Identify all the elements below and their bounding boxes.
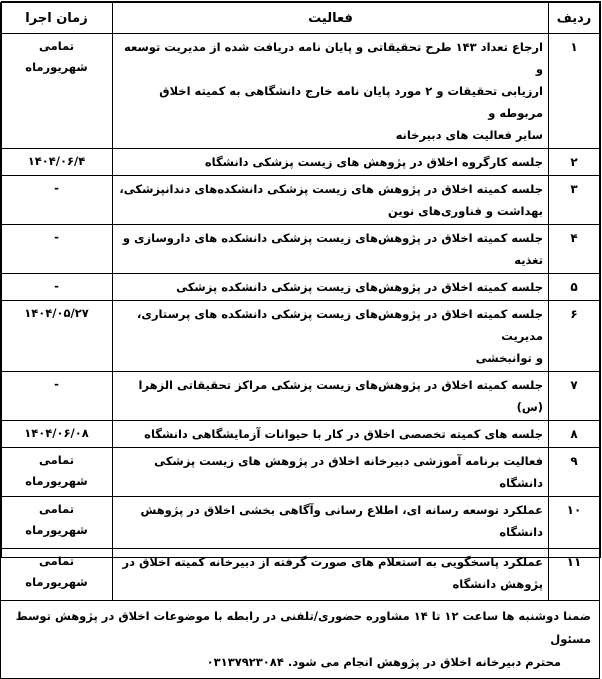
time-text: -: [54, 230, 59, 244]
row-number: ۸: [549, 421, 600, 448]
activity-text-line: پژوهش دانشگاه: [452, 577, 543, 591]
time-cell: [1, 301, 113, 372]
activity-report-sheet: [1, 1, 601, 669]
time-cell: [1, 225, 113, 274]
table-row: [1, 497, 600, 549]
activity-text-line: جلسه کمیته اخلاق در پژوهش‌های زیست پزشکی دانشکده پزشکی: [176, 280, 543, 294]
activity-cell: [113, 301, 549, 372]
activity-text-line: و توانبخشی: [475, 351, 543, 365]
activity-text-line: جلسه های کمیته تخصصی اخلاق در کار با حیوانات آزمایشگاهی دانشگاه: [144, 427, 543, 441]
activity-table: [0, 2, 600, 601]
time-text: شهریورماه: [25, 575, 88, 589]
header-activity: فعالیت: [113, 3, 549, 34]
time-text: -: [54, 279, 59, 293]
activity-text-line: فعالیت برنامه آموزشی دبیرخانه اخلاق در پژوهش های زیست پزشکی دانشگاه: [154, 454, 543, 490]
row-number: ۴: [549, 225, 600, 274]
activity-cell: [113, 421, 549, 448]
activity-cell: [113, 549, 549, 601]
header-time: زمان اجرا: [1, 3, 113, 34]
table-body: [1, 34, 600, 601]
time-text: تمامی: [38, 39, 75, 53]
table-row: [1, 225, 600, 274]
time-text: شهریورماه: [25, 523, 88, 537]
activity-text-line: جلسه کارگروه اخلاق در پژوهش های زیست پزشکی دانشگاه: [204, 155, 543, 169]
header-number: ردیف: [549, 3, 600, 34]
row-number: ۷: [549, 372, 600, 421]
time-text: تمامی: [38, 502, 75, 516]
consultation-note-line-2: محترم دبیرخانه اخلاق در پژوهش انجام می شود. ۰۳۱۳۷۹۲۳۰۸۴: [206, 655, 561, 669]
activity-text-line: جلسه کمیته اخلاق در پژوهش های زیست پزشکی دانشکده‌های دندانپزشکی،: [119, 182, 543, 196]
activity-text-line: عملکرد توسعه رسانه ای، اطلاع رسانی وآگاهی بخشی اخلاق در پژوهش دانشگاه: [140, 503, 543, 539]
time-cell: [1, 372, 113, 421]
time-text: تمامی: [38, 554, 75, 568]
table-row: [1, 421, 600, 448]
time-cell: [1, 176, 113, 225]
time-text: -: [54, 181, 59, 195]
table-row: [1, 549, 600, 601]
row-number: ۵: [549, 274, 600, 301]
row-number: ۳: [549, 176, 600, 225]
row-number: ۱: [549, 34, 600, 149]
time-text: -: [54, 377, 59, 391]
time-text: ۱۴۰۴/۰۶/۰۸: [24, 426, 89, 440]
activity-cell: [113, 34, 549, 149]
activity-cell: [113, 448, 549, 497]
consultation-note: [0, 601, 600, 679]
table-header-row: [1, 3, 600, 34]
activity-cell: [113, 274, 549, 301]
time-cell: [1, 549, 113, 601]
time-text: شهریورماه: [25, 60, 88, 74]
time-cell: [1, 149, 113, 176]
activity-text-line: سایر فعالیت های دبیرخانه: [395, 128, 543, 142]
activity-text-line: جلسه کمیته اخلاق در پژوهش‌های زیست پزشکی دانشکده های داروسازی و تغذیه: [122, 231, 543, 267]
table-row: [1, 372, 600, 421]
table-row: [1, 34, 600, 149]
time-cell: [1, 34, 113, 149]
row-number: ۹: [549, 448, 600, 497]
table-row: [1, 176, 600, 225]
table-row: [1, 149, 600, 176]
row-number: ۶: [549, 301, 600, 372]
time-cell: [1, 497, 113, 549]
activity-cell: [113, 497, 549, 549]
activity-text-line: ارزیابی تحقیقات و ۲ مورد پایان نامه خارج دانشگاهی به کمیته اخلاق مربوطه و: [159, 84, 543, 120]
activity-cell: [113, 176, 549, 225]
table-row: [1, 274, 600, 301]
activity-text-line: جلسه کمیته اخلاق در پژوهش‌های زیست پزشکی دانشکده های پرستاری، مدیریت: [137, 307, 543, 343]
activity-text-line: بهداشت و فناوری‌های نوین: [387, 204, 543, 218]
time-text: شهریورماه: [25, 474, 88, 488]
time-cell: [1, 448, 113, 497]
time-text: ۱۴۰۴/۰۵/۲۷: [24, 306, 89, 320]
table-row: [1, 301, 600, 372]
time-text: تمامی: [38, 453, 75, 467]
time-cell: [1, 274, 113, 301]
activity-cell: [113, 149, 549, 176]
time-text: ۱۴۰۴/۰۶/۴: [27, 154, 86, 168]
activity-text-line: عملکرد پاسخگویی به استعلام های صورت گرفته از دبیرخانه کمیته اخلاق در: [122, 555, 543, 569]
activity-text-line: جلسه کمیته اخلاق در پژوهش‌های زیست پزشکی مراکز تحقیقاتی الزهرا (س): [138, 378, 543, 414]
activity-text-line: ارجاع تعداد ۱۴۳ طرح تحقیقاتی و پایان نامه دریافت شده از مدیریت توسعه و: [124, 40, 543, 76]
table-row: [1, 448, 600, 497]
time-cell: [1, 421, 113, 448]
activity-cell: [113, 372, 549, 421]
row-number: ۲: [549, 149, 600, 176]
row-number: ۱۱: [549, 549, 600, 601]
activity-cell: [113, 225, 549, 274]
row-number: ۱۰: [549, 497, 600, 549]
consultation-note-line-1: ضمنا دوشنبه ها ساعت ۱۲ تا ۱۴ مشاوره حضوری/تلفنی در رابطه با موضوعات اخلاق در پژوهش توسط مسئول: [15, 609, 591, 646]
